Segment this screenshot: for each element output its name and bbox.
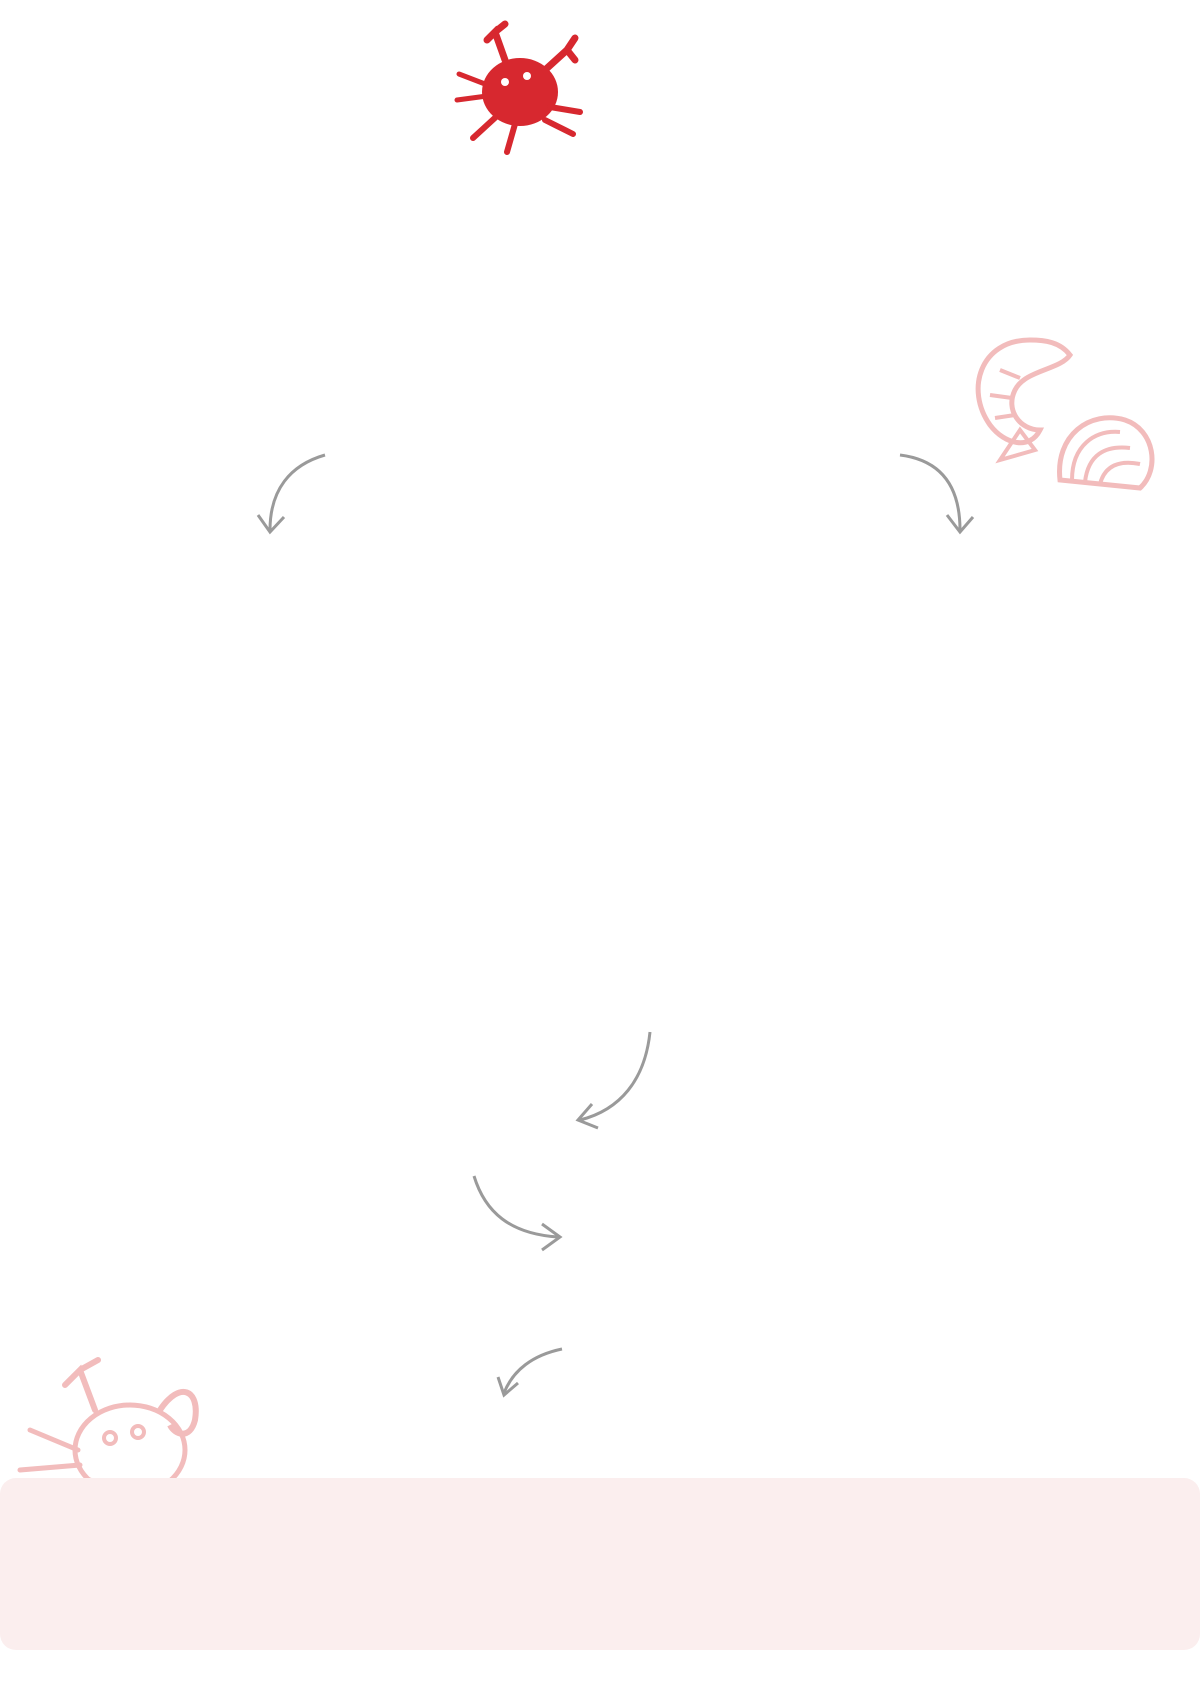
- extras-panel: [0, 1478, 1200, 1650]
- arrow-to-extras-icon: [498, 1345, 568, 1400]
